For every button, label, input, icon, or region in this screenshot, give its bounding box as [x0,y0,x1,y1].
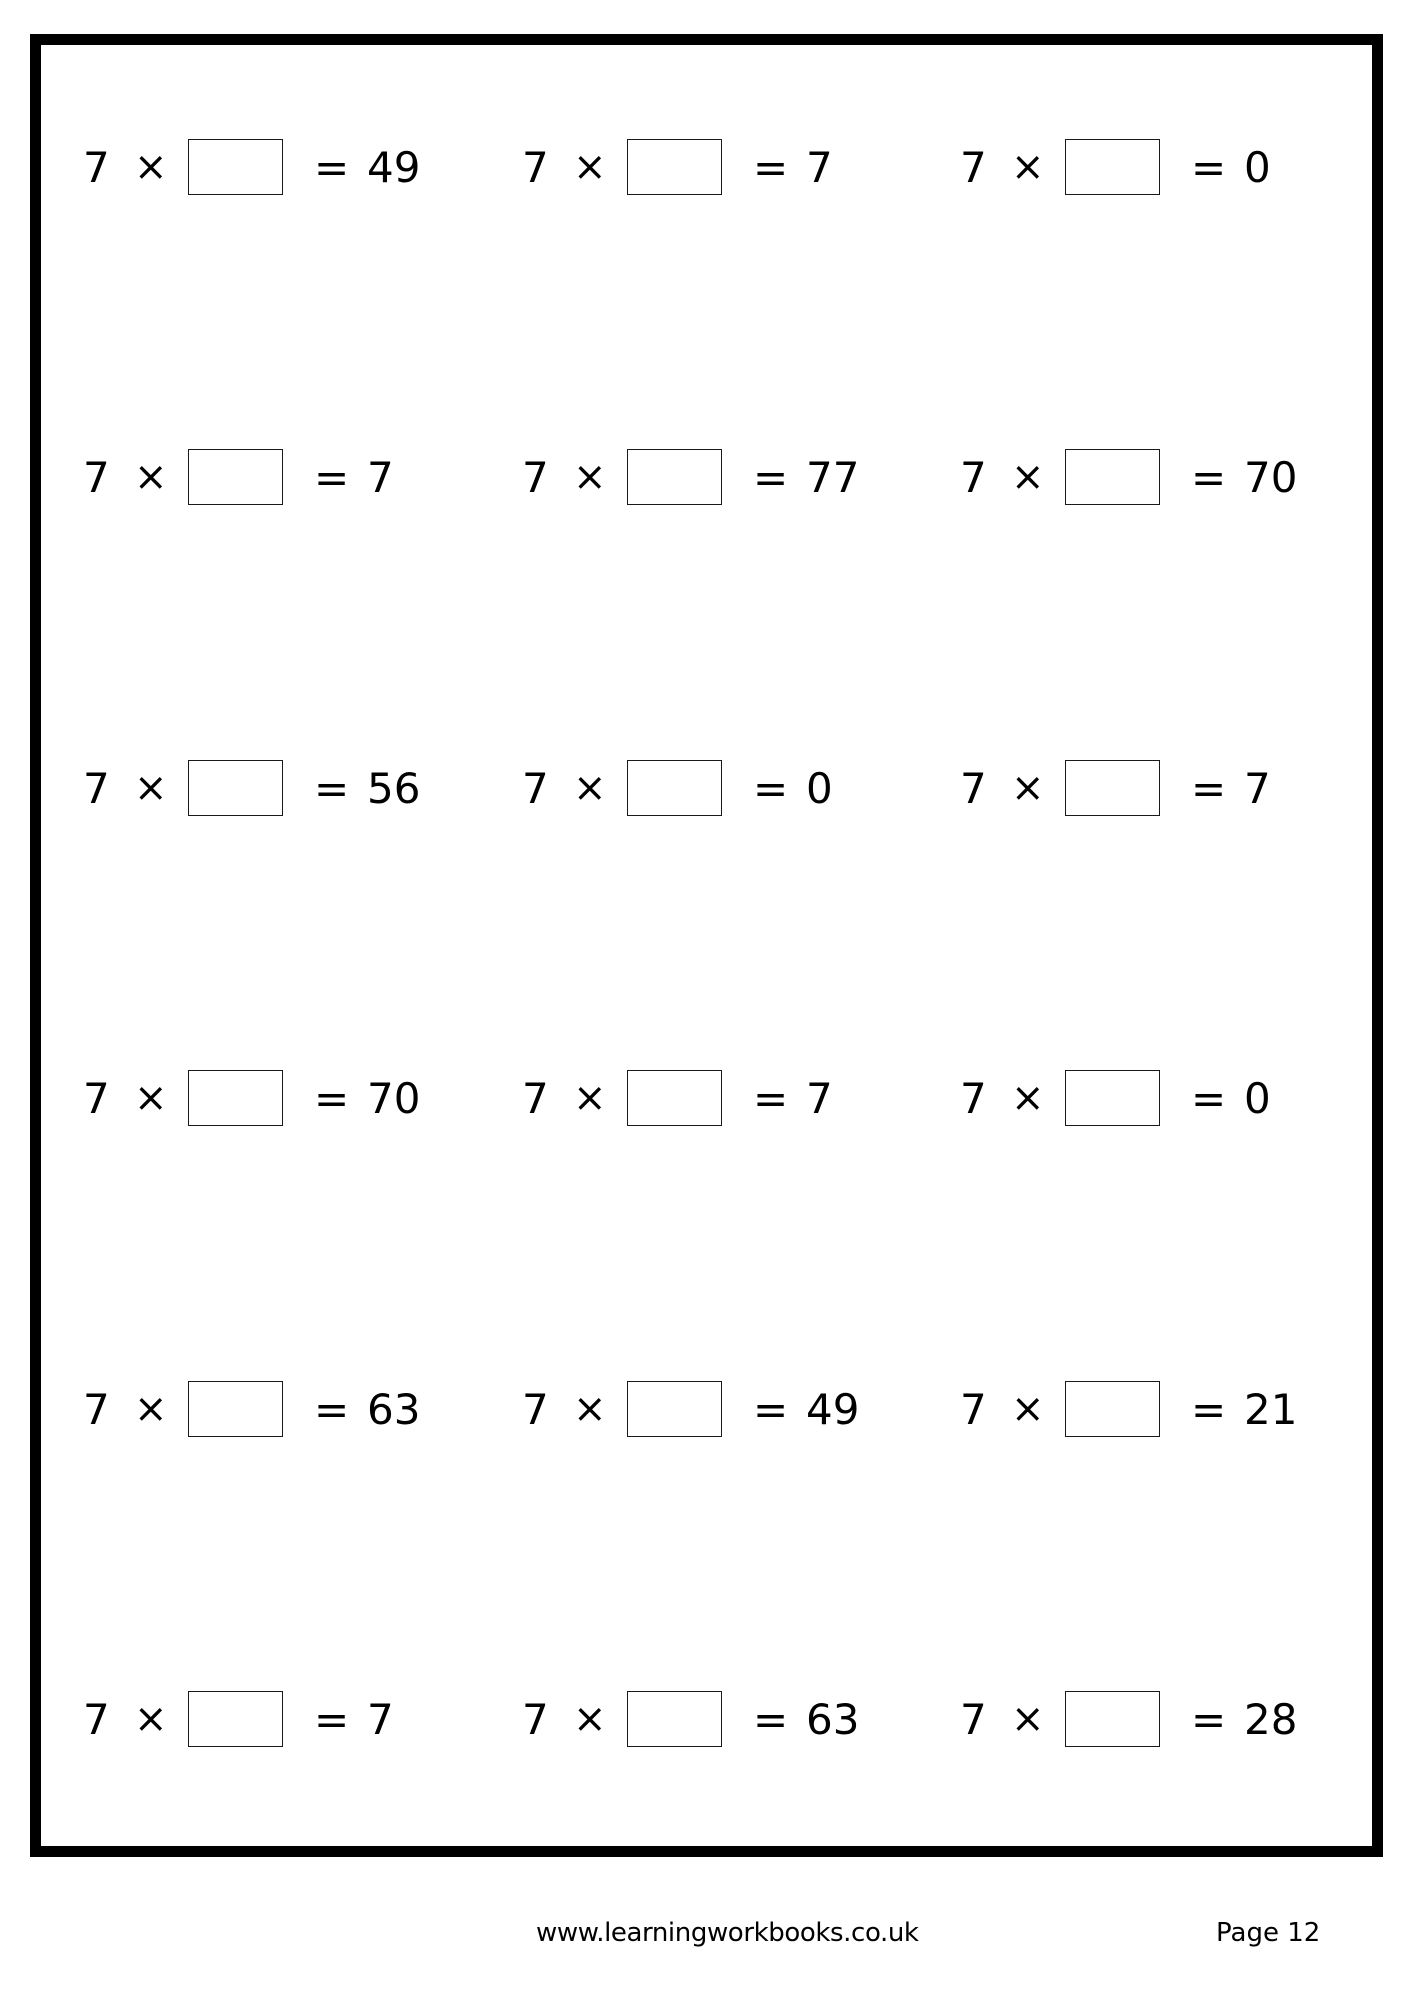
equals-sign: = [753,453,789,502]
problem-r2-c2 [522,449,902,506]
multiplicand: 7 [960,1074,987,1123]
multiplicand: 7 [522,143,549,192]
multiplicand: 7 [83,453,110,502]
multiplicand: 7 [83,764,110,813]
times-sign: × [573,144,607,190]
multiplicand: 7 [960,143,987,192]
problem-r3-c2 [522,760,902,817]
problem-r5-c2 [522,1381,902,1438]
multiplicand: 7 [960,1385,987,1434]
product: 21 [1244,1385,1298,1434]
product: 7 [1244,764,1271,813]
equals-sign: = [1191,453,1227,502]
times-sign: × [134,454,168,500]
problem-r1-c1 [83,139,463,196]
multiplicand: 7 [83,1074,110,1123]
product: 49 [367,143,421,192]
answer-box[interactable] [1065,1691,1160,1747]
answer-box[interactable] [627,1381,722,1437]
answer-box[interactable] [1065,1070,1160,1126]
answer-box[interactable] [1065,760,1160,816]
problem-r1-c2 [522,139,902,196]
equals-sign: = [753,1695,789,1744]
product: 49 [806,1385,860,1434]
answer-box[interactable] [1065,1381,1160,1437]
problem-r6-c1 [83,1691,463,1748]
answer-box[interactable] [188,1381,283,1437]
equals-sign: = [753,764,789,813]
product: 63 [367,1385,421,1434]
answer-box[interactable] [188,1070,283,1126]
times-sign: × [134,1696,168,1742]
answer-box[interactable] [627,139,722,195]
problem-r5-c3 [960,1381,1340,1438]
answer-box[interactable] [1065,139,1160,195]
product: 0 [1244,1074,1271,1123]
worksheet-frame [30,34,1383,1857]
answer-box[interactable] [627,1691,722,1747]
multiplicand: 7 [960,764,987,813]
equals-sign: = [314,1385,350,1434]
equals-sign: = [314,143,350,192]
answer-box[interactable] [627,1070,722,1126]
times-sign: × [1011,454,1045,500]
equals-sign: = [1191,764,1227,813]
equals-sign: = [314,453,350,502]
answer-box[interactable] [1065,449,1160,505]
multiplicand: 7 [522,1695,549,1744]
problem-r3-c1 [83,760,463,817]
problem-r3-c3 [960,760,1340,817]
equals-sign: = [753,1074,789,1123]
footer-page-number: Page 12 [1216,1918,1321,1948]
problem-r2-c1 [83,449,463,506]
multiplicand: 7 [522,1385,549,1434]
answer-box[interactable] [188,1691,283,1747]
times-sign: × [1011,1075,1045,1121]
times-sign: × [573,454,607,500]
problem-r4-c3 [960,1070,1340,1127]
equals-sign: = [753,1385,789,1434]
times-sign: × [1011,765,1045,811]
product: 7 [806,1074,833,1123]
times-sign: × [573,765,607,811]
equals-sign: = [314,1695,350,1744]
times-sign: × [1011,1696,1045,1742]
equals-sign: = [1191,1074,1227,1123]
equals-sign: = [314,764,350,813]
multiplicand: 7 [522,453,549,502]
problem-r2-c3 [960,449,1340,506]
product: 7 [367,453,394,502]
times-sign: × [573,1386,607,1432]
equals-sign: = [753,143,789,192]
problem-r6-c2 [522,1691,902,1748]
multiplicand: 7 [960,1695,987,1744]
times-sign: × [1011,1386,1045,1432]
product: 77 [806,453,860,502]
times-sign: × [134,1075,168,1121]
equals-sign: = [1191,1695,1227,1744]
equals-sign: = [314,1074,350,1123]
times-sign: × [573,1075,607,1121]
product: 70 [1244,453,1298,502]
product: 7 [806,143,833,192]
product: 63 [806,1695,860,1744]
equals-sign: = [1191,143,1227,192]
answer-box[interactable] [188,760,283,816]
product: 28 [1244,1695,1298,1744]
product: 0 [806,764,833,813]
times-sign: × [1011,144,1045,190]
times-sign: × [134,765,168,811]
product: 70 [367,1074,421,1123]
multiplicand: 7 [83,1385,110,1434]
multiplicand: 7 [83,143,110,192]
product: 56 [367,764,421,813]
problem-r5-c1 [83,1381,463,1438]
multiplicand: 7 [522,1074,549,1123]
answer-box[interactable] [627,760,722,816]
problem-r6-c3 [960,1691,1340,1748]
product: 0 [1244,143,1271,192]
times-sign: × [573,1696,607,1742]
multiplicand: 7 [960,453,987,502]
times-sign: × [134,1386,168,1432]
equals-sign: = [1191,1385,1227,1434]
problem-r4-c2 [522,1070,902,1127]
product: 7 [367,1695,394,1744]
answer-box[interactable] [188,449,283,505]
answer-box[interactable] [627,449,722,505]
answer-box[interactable] [188,139,283,195]
footer-website: www.learningworkbooks.co.uk [536,1918,919,1948]
problem-r1-c3 [960,139,1340,196]
times-sign: × [134,144,168,190]
problem-r4-c1 [83,1070,463,1127]
multiplicand: 7 [522,764,549,813]
multiplicand: 7 [83,1695,110,1744]
